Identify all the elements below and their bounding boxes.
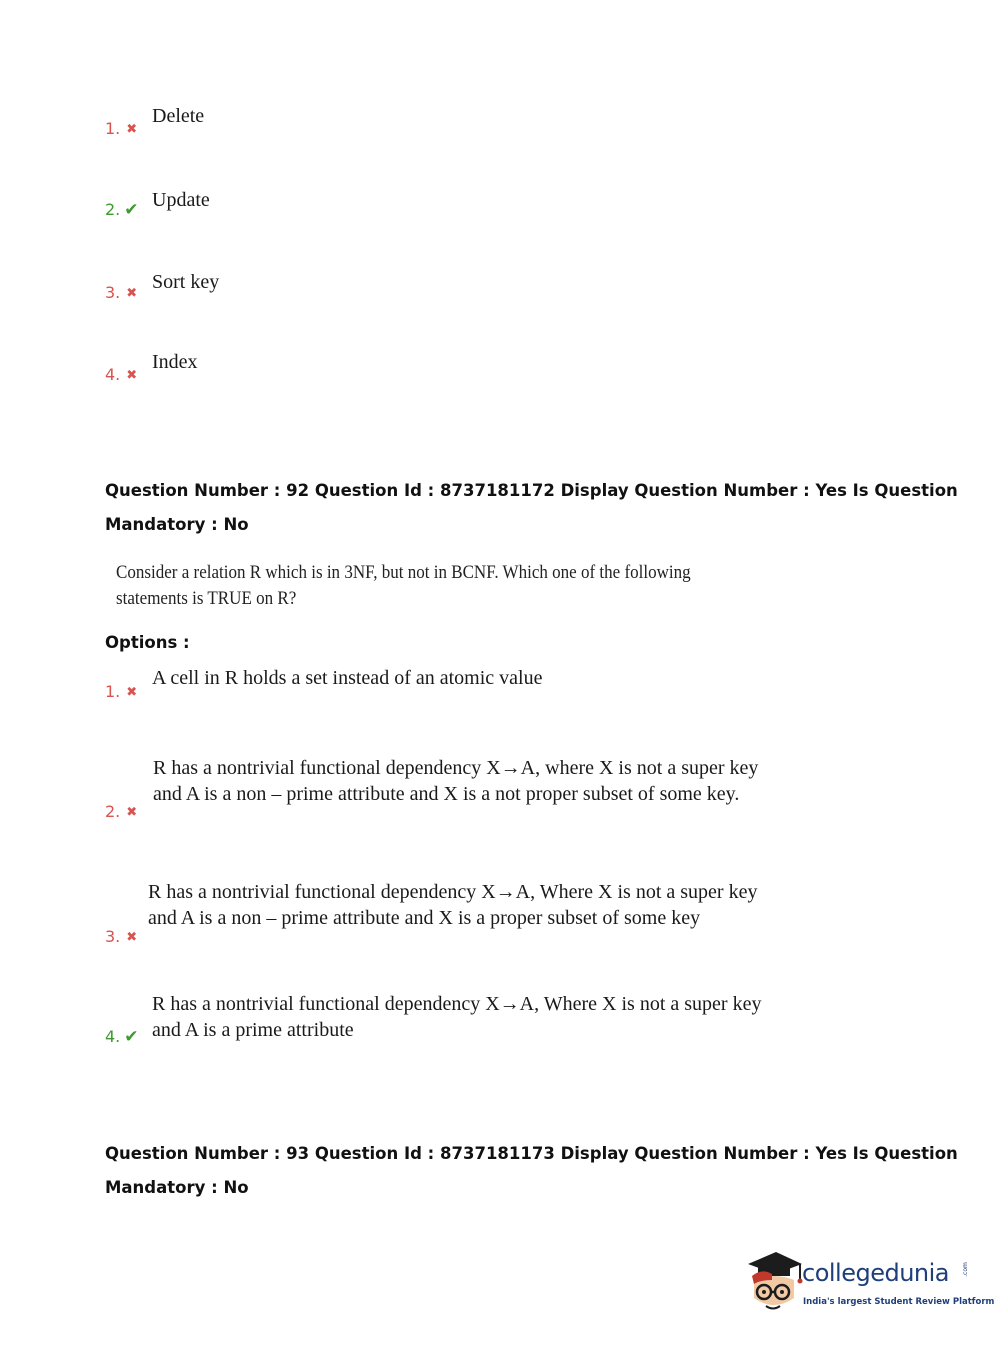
prev-option-1-number: 1. ✖ <box>105 119 138 138</box>
question-93-header-line2: Mandatory : No <box>105 1178 249 1197</box>
cross-icon: ✖ <box>126 286 138 301</box>
question-92-text: Consider a relation R which is in 3NF, but not in BCNF. Which one of the following statements is TRUE on R? <box>116 563 691 609</box>
prev-option-1-text: Delete <box>152 105 205 127</box>
q92-option-3-number: 3. ✖ <box>105 927 138 946</box>
q92-option-4-number: 4. ✔ <box>105 1027 139 1047</box>
prev-option-4-number: 4. ✖ <box>105 365 138 384</box>
logo-wordmark: collegedunia <box>802 1259 950 1287</box>
question-93-header-line1: Question Number : 93 Question Id : 8737181173 Display Question Number : Yes Is Question <box>105 1144 958 1163</box>
question-93-header <box>105 1137 958 1205</box>
check-icon: ✔ <box>124 1027 139 1047</box>
cross-icon: ✖ <box>126 685 138 700</box>
check-icon: ✔ <box>124 200 139 220</box>
cross-icon: ✖ <box>126 122 138 137</box>
cross-icon: ✖ <box>126 805 138 820</box>
q92-option-1-number: 1. ✖ <box>105 682 138 701</box>
cross-icon: ✖ <box>126 368 138 383</box>
prev-option-2-number: 2. ✔ <box>105 200 139 220</box>
collegedunia-logo <box>742 1250 995 1320</box>
q92-option-1-text: A cell in R holds a set instead of an atomic value <box>152 667 543 689</box>
q92-option-3-text: R has a nontrivial functional dependency X→A, Where X is not a super key and A is a non – prime attribute and X is a proper subset of some key <box>148 881 758 929</box>
options-label: Options : <box>105 633 190 652</box>
prev-option-3-text: Sort key <box>152 271 220 293</box>
prev-option-4-text: Index <box>152 351 198 373</box>
logo-tagline: India's largest Student Review Platform <box>803 1297 995 1307</box>
q92-option-2-number: 2. ✖ <box>105 802 138 821</box>
question-92-header-line2: Mandatory : No <box>105 515 249 534</box>
question-92-header-line1: Question Number : 92 Question Id : 8737181172 Display Question Number : Yes Is Question <box>105 481 958 500</box>
q92-option-2-text: R has a nontrivial functional dependency X→A, where X is not a super key and A is a non – prime attribute and X is a not proper subset of some key. <box>153 757 759 805</box>
logo-suffix: .com <box>961 1262 969 1277</box>
prev-option-2-text: Update <box>152 189 210 211</box>
cross-icon: ✖ <box>126 930 138 945</box>
prev-option-3-number: 3. ✖ <box>105 283 138 302</box>
question-92-header <box>105 474 958 542</box>
q92-option-4-text: R has a nontrivial functional dependency X→A, Where X is not a super key and A is a prime attribute <box>152 993 762 1041</box>
mascot-icon <box>742 1250 804 1320</box>
